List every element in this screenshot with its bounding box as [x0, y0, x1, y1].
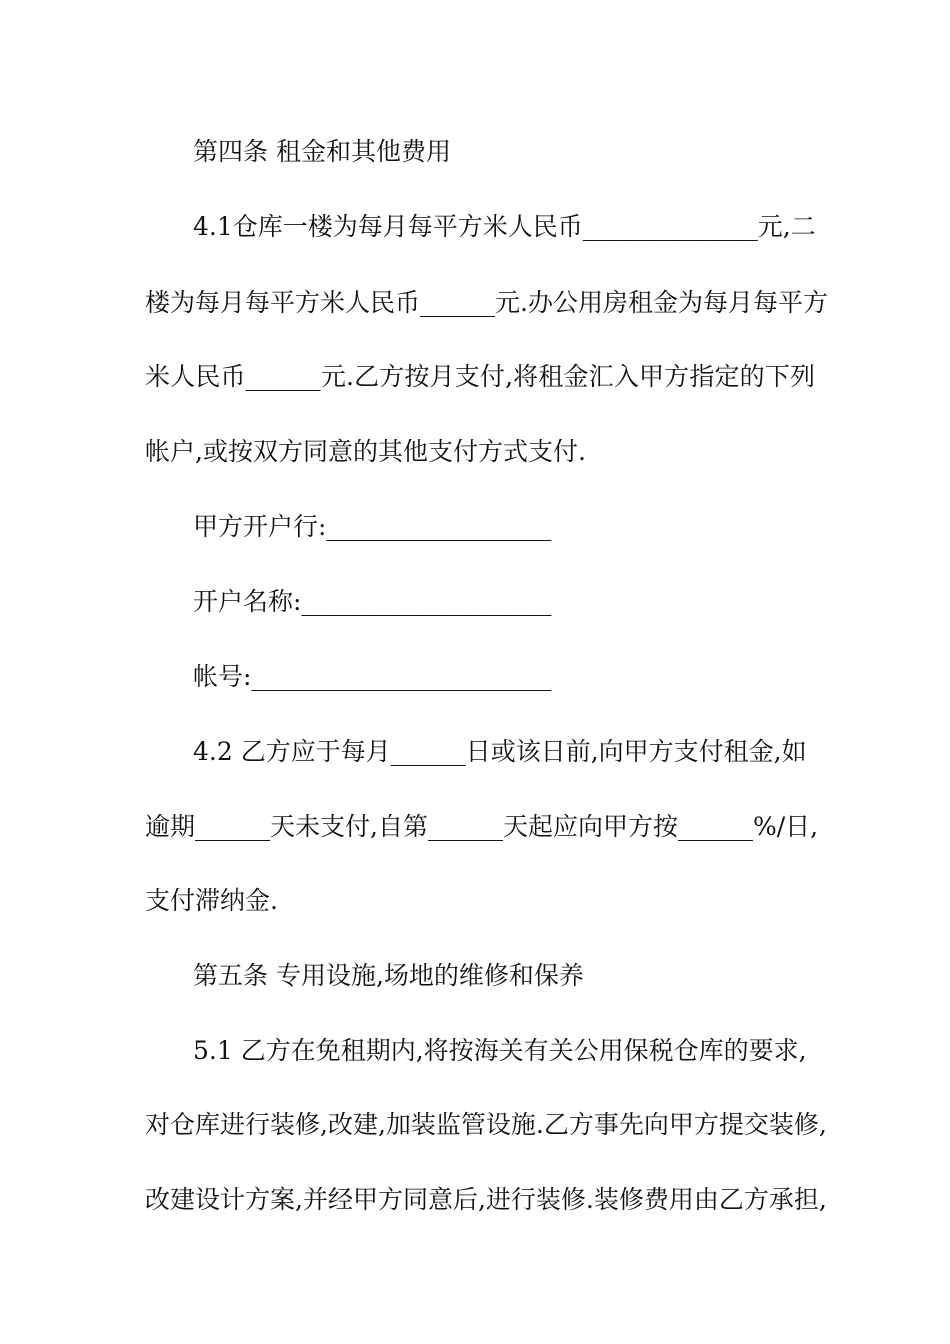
clause-4-1-line-1: 4.1仓库一楼为每月每平方米人民币______________元,二: [193, 212, 816, 241]
clause-4-2-line-1: 4.2 乙方应于每月______日或该日前,向甲方支付租金,如: [193, 737, 807, 766]
clause-4-1-line-2: 楼为每月每平方米人民币______元.办公用房租金为每月每平方: [145, 288, 828, 317]
article-4-heading: 第四条 租金和其他费用: [193, 137, 451, 166]
clause-5-1-line-1: 5.1 乙方在免租期内,将按海关有关公用保税仓库的要求,: [193, 1036, 807, 1065]
clause-4-1-line-4: 帐户,或按双方同意的其他支付方式支付.: [145, 437, 586, 466]
clause-5-1-line-2: 对仓库进行装修,改建,加装监管设施.乙方事先向甲方提交装修,: [145, 1110, 827, 1139]
clause-4-1-line-3: 米人民币______元.乙方按月支付,将租金汇入甲方指定的下列: [145, 362, 815, 391]
account-name-field: 开户名称:____________________: [193, 587, 552, 616]
clause-4-2-line-2: 逾期______天未支付,自第______天起应向甲方按______%/日,: [145, 812, 819, 841]
clause-5-1-line-3: 改建设计方案,并经甲方同意后,进行装修.装修费用由乙方承担,: [145, 1185, 827, 1214]
clause-4-2-line-3: 支付滞纳金.: [145, 886, 278, 915]
account-number-field: 帐号:________________________: [193, 662, 552, 691]
article-5-heading: 第五条 专用设施,场地的维修和保养: [193, 961, 584, 990]
bank-name-field: 甲方开户行:__________________: [193, 512, 552, 541]
